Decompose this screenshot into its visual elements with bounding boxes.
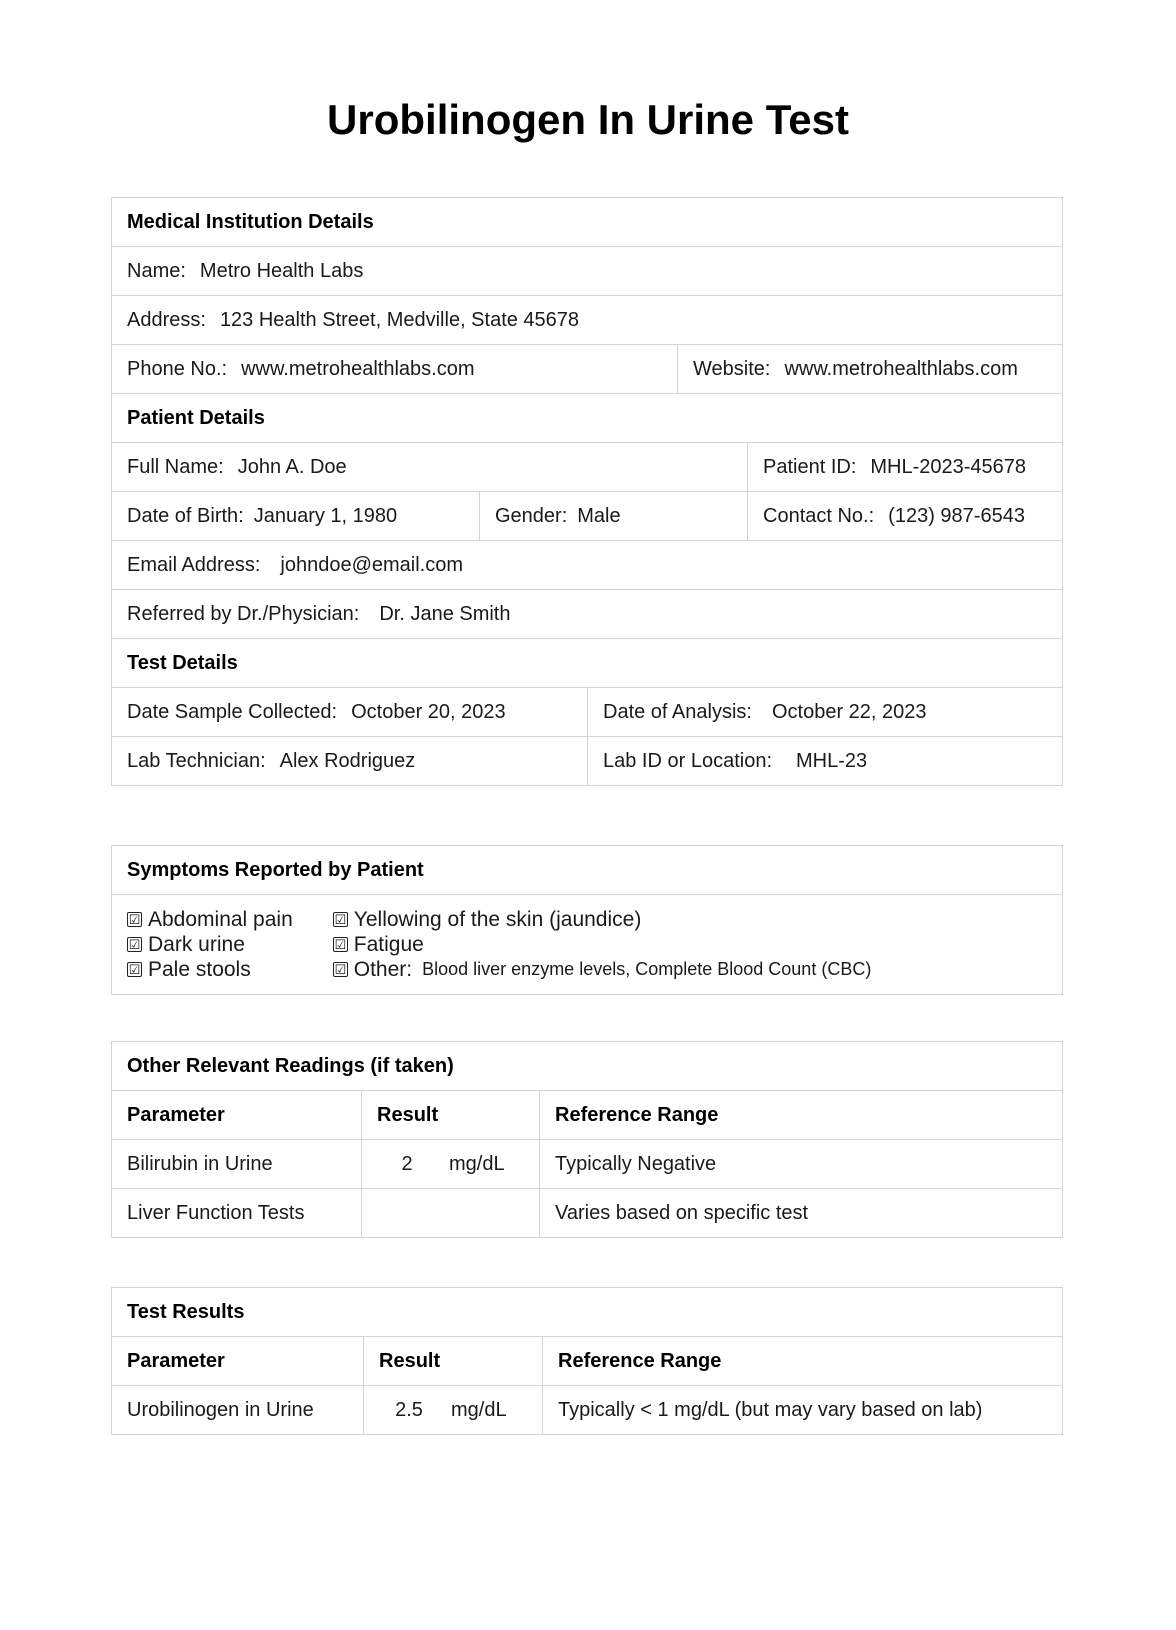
checkbox-checked-icon: ☑	[128, 912, 141, 927]
reference-range-cell: Varies based on specific test	[539, 1189, 1062, 1237]
patient-full-name-cell	[112, 443, 747, 491]
patient-referred-value: Dr. Jane Smith	[379, 602, 511, 625]
symptom-label: Yellowing of the skin (jaundice)	[353, 908, 642, 931]
patient-email-row	[112, 540, 1062, 589]
institution-phone-label: Phone No.:	[127, 357, 228, 380]
patient-heading: Patient Details	[127, 406, 265, 429]
institution-website-cell	[677, 345, 1062, 393]
test-technician-value: Alex Rodriguez	[279, 749, 416, 772]
patient-dob-row	[112, 491, 1062, 540]
institution-address-cell	[112, 296, 1062, 344]
patient-referred-row	[112, 589, 1062, 638]
reference-range-cell: Typically < 1 mg/dL (but may vary based on lab)	[542, 1386, 1062, 1434]
test-heading: Test Details	[127, 651, 238, 674]
symptom-item	[127, 932, 293, 957]
institution-heading: Medical Institution Details	[127, 210, 374, 233]
patient-heading-row	[112, 393, 1062, 442]
patient-dob-label: Date of Birth:	[127, 504, 244, 527]
test-technician-cell	[112, 737, 587, 785]
patient-contact-label: Contact No.:	[763, 504, 875, 527]
symptom-item	[333, 957, 872, 982]
symptom-item	[127, 907, 293, 932]
result-value: 2	[401, 1152, 413, 1175]
page-title: Urobilinogen In Urine Test	[327, 96, 849, 143]
test-analysis-cell	[587, 688, 1062, 736]
symptoms-column-2	[333, 907, 872, 982]
patient-email-cell	[112, 541, 1062, 589]
reference-range-cell: Typically Negative	[539, 1140, 1062, 1188]
column-header-result: Result	[363, 1337, 542, 1385]
other-readings-heading: Other Relevant Readings (if taken)	[127, 1054, 454, 1077]
checkbox-checked-icon: ☑	[334, 912, 347, 927]
patient-gender-label: Gender:	[495, 504, 568, 527]
parameter-cell: Bilirubin in Urine	[127, 1152, 273, 1175]
symptom-other-text: Blood liver enzyme levels, Complete Blood Count (CBC)	[422, 959, 872, 979]
other-readings-heading-row	[112, 1042, 1062, 1090]
institution-address-row	[112, 295, 1062, 344]
checkbox-checked-icon: ☑	[334, 937, 347, 952]
patient-full-name-value: John A. Doe	[237, 455, 347, 478]
test-analysis-value: October 22, 2023	[771, 700, 927, 723]
column-header-parameter: Parameter	[127, 1103, 225, 1126]
test-lab-row	[112, 736, 1062, 785]
patient-email-label: Email Address:	[127, 553, 261, 576]
symptoms-column-1	[127, 907, 293, 982]
institution-address-value: 123 Health Street, Medville, State 45678	[219, 308, 580, 331]
result-unit: mg/dL	[449, 1152, 505, 1175]
patient-id-label: Patient ID:	[763, 455, 857, 478]
institution-name-cell	[112, 247, 1062, 295]
patient-id-value: MHL-2023-45678	[870, 455, 1027, 478]
symptom-label: Fatigue	[353, 933, 424, 956]
test-collected-label: Date Sample Collected:	[127, 700, 338, 723]
patient-email-value: johndoe@email.com	[280, 553, 464, 576]
patient-id-cell	[747, 443, 1062, 491]
details-table	[111, 197, 1063, 786]
result-cell	[361, 1189, 539, 1237]
institution-website-value: www.metrohealthlabs.com	[784, 357, 1018, 380]
test-analysis-label: Date of Analysis:	[603, 700, 752, 723]
other-readings-header-row	[112, 1090, 1062, 1139]
symptom-label: Other:	[353, 958, 413, 981]
test-technician-label: Lab Technician:	[127, 749, 266, 772]
results-heading: Test Results	[127, 1300, 245, 1323]
institution-heading-row	[112, 198, 1062, 246]
symptoms-heading: Symptoms Reported by Patient	[127, 858, 424, 881]
checkbox-checked-icon: ☑	[128, 962, 141, 977]
parameter-cell: Liver Function Tests	[127, 1201, 305, 1224]
column-header-reference-range: Reference Range	[539, 1091, 1062, 1139]
symptom-label: Pale stools	[148, 958, 251, 981]
patient-referred-cell	[112, 590, 1062, 638]
patient-name-row	[112, 442, 1062, 491]
test-collected-value: October 20, 2023	[351, 700, 506, 723]
symptom-item	[333, 932, 872, 957]
symptom-item	[333, 907, 872, 932]
test-results-table	[111, 1287, 1063, 1435]
symptoms-heading-row	[112, 846, 1062, 894]
test-collected-cell	[112, 688, 587, 736]
result-cell	[363, 1386, 542, 1434]
patient-contact-value: (123) 987-6543	[888, 504, 1025, 527]
institution-name-label: Name:	[127, 259, 186, 282]
column-header-reference-range: Reference Range	[542, 1337, 1062, 1385]
table-row	[112, 1188, 1062, 1237]
table-row	[112, 1385, 1062, 1434]
test-heading-row	[112, 638, 1062, 687]
patient-referred-label: Referred by Dr./Physician:	[127, 602, 360, 625]
symptom-label: Dark urine	[148, 933, 245, 956]
test-lab-label: Lab ID or Location:	[603, 749, 772, 772]
symptoms-list-row	[112, 894, 1062, 994]
institution-name-value: Metro Health Labs	[199, 259, 364, 282]
parameter-cell: Urobilinogen in Urine	[127, 1398, 314, 1421]
table-row	[112, 1139, 1062, 1188]
institution-phone-value: www.metrohealthlabs.com	[241, 357, 475, 380]
patient-gender-value: Male	[577, 504, 621, 527]
patient-full-name-label: Full Name:	[127, 455, 224, 478]
checkbox-checked-icon: ☑	[334, 962, 347, 977]
result-unit: mg/dL	[451, 1398, 507, 1421]
test-lab-value: MHL-23	[796, 749, 868, 772]
column-header-result: Result	[361, 1091, 539, 1139]
symptom-item	[127, 957, 293, 982]
results-heading-row	[112, 1288, 1062, 1336]
institution-phone-cell	[112, 345, 677, 393]
institution-contact-row	[112, 344, 1062, 393]
checkbox-checked-icon: ☑	[128, 937, 141, 952]
symptoms-list	[112, 895, 871, 994]
symptoms-table	[111, 845, 1063, 995]
test-dates-row	[112, 687, 1062, 736]
symptom-label: Abdominal pain	[148, 908, 293, 931]
column-header-parameter: Parameter	[127, 1349, 225, 1372]
test-lab-cell	[587, 737, 1062, 785]
patient-dob-value: January 1, 1980	[253, 504, 398, 527]
result-cell	[361, 1140, 539, 1188]
institution-website-label: Website:	[693, 357, 771, 380]
result-value: 2.5	[395, 1398, 423, 1421]
patient-dob-cell	[112, 492, 479, 540]
institution-name-row	[112, 246, 1062, 295]
results-header-row	[112, 1336, 1062, 1385]
institution-address-label: Address:	[127, 308, 206, 331]
other-readings-table	[111, 1041, 1063, 1238]
patient-gender-cell	[479, 492, 747, 540]
patient-contact-cell	[747, 492, 1062, 540]
